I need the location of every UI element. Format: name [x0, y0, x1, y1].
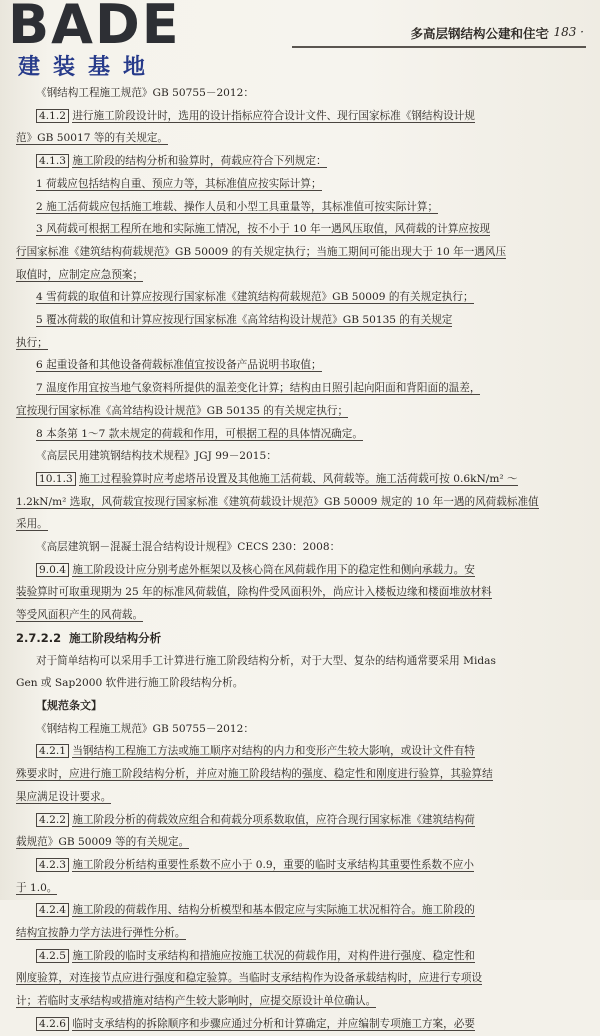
- text-line: 6 起重设备和其他设备荷载标准值宜按设备产品说明书取值；: [36, 359, 322, 372]
- clause-number: 4.2.2: [36, 813, 69, 827]
- clause-number: 4.1.3: [36, 154, 69, 168]
- clause-line: 10.1.3 施工过程验算时应考虑塔吊设置及其他施工活荷载、风荷载等。施工活荷载可按 0.6kN/m² ～: [16, 468, 584, 491]
- subsection-label: 【规范条文】: [36, 698, 102, 712]
- clause-line: 4.2.4 施工阶段的荷载作用、结构分析模型和基本假定应与实际施工状况相符合。施工阶段的: [16, 899, 584, 922]
- text-line: 《高层民用建筑钢结构技术规程》JGJ 99－2015：: [36, 450, 277, 463]
- clause-line: 4.2.1 当钢结构工程施工方法或施工顺序对结构的内力和变形产生较大影响，或设计文件有特: [16, 740, 584, 763]
- clause-number: 4.2.5: [36, 949, 69, 963]
- text-line: 7 温度作用宜按当地气象资料所提供的温差变化计算；结构由日照引起向阳面和背阳面的温差，: [36, 382, 481, 395]
- text-line: 1 荷载应包括结构自重、预应力等，其标准值应按实际计算；: [36, 177, 322, 190]
- document-body: [16, 82, 584, 1036]
- text-line: 果应满足设计要求。: [16, 790, 112, 803]
- text-line: 取值时，应制定应急预案；: [16, 268, 144, 281]
- clause-number: 4.2.6: [36, 1017, 69, 1031]
- text-line: 采用。: [16, 518, 48, 531]
- text-line: 等受风面积产生的风荷载。: [16, 609, 144, 622]
- text-line: 3 风荷载可根据工程所在地和实际施工情况，按不小于 10 年一遇风压取值，风荷载的计算应按现: [36, 223, 491, 236]
- clause-number: 4.2.3: [36, 858, 69, 872]
- clause-number: 10.1.3: [36, 472, 76, 486]
- text-line: 《钢结构工程施工规范》GB 50755－2012：: [36, 87, 254, 99]
- logo-text: BADE: [8, 0, 181, 56]
- text-line: 《高层建筑钢－混凝土混合结构设计规程》CECS 230：2008：: [36, 541, 341, 554]
- clause-line: 4.1.3 施工阶段的结构分析和验算时，荷载应符合下列规定：: [16, 150, 584, 173]
- clause-number: 4.2.4: [36, 903, 69, 917]
- logo-subtitle: 建装基地: [18, 55, 159, 80]
- text-line: 刚度验算，对连接节点应进行强度和稳定验算。当临时支承结构作为设备承载结构时，应进行专项设: [16, 972, 483, 985]
- clause-line: 4.2.5 施工阶段的临时支承结构和措施应按施工状况的荷载作用，对构件进行强度、稳定性和: [16, 945, 584, 968]
- text-line: 5 覆冰荷载的取值和计算应按现行国家标准《高耸结构设计规范》GB 50135 的有关规定: [36, 314, 453, 327]
- text-line: 执行；: [16, 336, 48, 349]
- text-line: 于 1.0。: [16, 881, 58, 894]
- section-heading: 2.7.2.2 施工阶段结构分析: [16, 630, 162, 645]
- text-line: 《钢结构工程施工规范》GB 50755－2012：: [36, 722, 254, 735]
- text-line: 殊要求时，应进行施工阶段结构分析，并应对施工阶段结构的强度、稳定性和刚度进行验算，其验算结: [16, 768, 493, 781]
- text-line: 2 施工活荷载应包括施工堆载、操作人员和小型工具重量等，其标准值可按实际计算；: [36, 200, 439, 213]
- text-line: 装验算时可取重现期为 25 年的标准风荷载值，除构件受风面积外，尚应计入楼板边缘和楼面堆放材料: [16, 586, 492, 599]
- clause-number: 4.1.2: [36, 109, 69, 123]
- text-line: 1.2kN/m² 选取，风荷载宜按现行国家标准《建筑荷载设计规范》GB 50009 规定的 10 年一遇的风荷载标准值: [16, 495, 539, 508]
- header-rule: [292, 46, 586, 48]
- text-line: 对于简单结构可以采用手工计算进行施工阶段结构分析，对于大型、复杂的结构通常要采用 Midas: [36, 654, 496, 667]
- text-line: 载规范》GB 50009 等的有关规定。: [16, 836, 190, 849]
- logo: [8, 2, 208, 84]
- text-line: 宜按现行国家标准《高耸结构设计规范》GB 50135 的有关规定执行；: [16, 404, 349, 417]
- clause-line: 4.2.6 临时支承结构的拆除顺序和步骤应通过分析和计算确定，并应编制专项施工方案，必要: [16, 1013, 584, 1036]
- clause-line: 4.1.2 进行施工阶段设计时，选用的设计指标应符合设计文件、现行国家标准《钢结构设计规: [16, 105, 584, 128]
- clause-line: 9.0.4 施工阶段设计应分别考虑外框架以及核心筒在风荷载作用下的稳定性和侧向承载力。安: [16, 559, 584, 582]
- text-line: 计；若临时支承结构或措施对结构产生较大影响时，应提交原设计单位确认。: [16, 995, 377, 1008]
- text-line: 范》GB 50017 等的有关规定。: [16, 132, 169, 145]
- text-line: 行国家标准《建筑结构荷载规范》GB 50009 的有关规定执行；当施工期间可能出现大于 10 年一遇风压: [16, 245, 507, 258]
- text-line: 4 雪荷载的取值和计算应按现行国家标准《建筑结构荷载规范》GB 50009 的有关规定执行；: [36, 291, 474, 304]
- text-line: Gen 或 Sap2000 软件进行施工阶段结构分析。: [16, 677, 244, 690]
- page-number: · 183 ·: [545, 25, 584, 39]
- text-line: 8 本条第 1～7 款未规定的荷载和作用，可根据工程的具体情况确定。: [36, 427, 363, 440]
- text-line: 结构宜按静力学方法进行弹性分析。: [16, 927, 186, 940]
- clause-number: 4.2.1: [36, 744, 69, 758]
- clause-line: 4.2.2 施工阶段分析的荷载效应组合和荷载分项系数取值，应符合现行国家标准《建筑结构荷: [16, 809, 584, 832]
- clause-line: 4.2.3 施工阶段分析结构重要性系数不应小于 0.9，重要的临时支承结构其重要性系数不应小: [16, 854, 584, 877]
- clause-number: 9.0.4: [36, 563, 69, 577]
- running-title: 多高层钢结构公建和住宅: [410, 26, 548, 41]
